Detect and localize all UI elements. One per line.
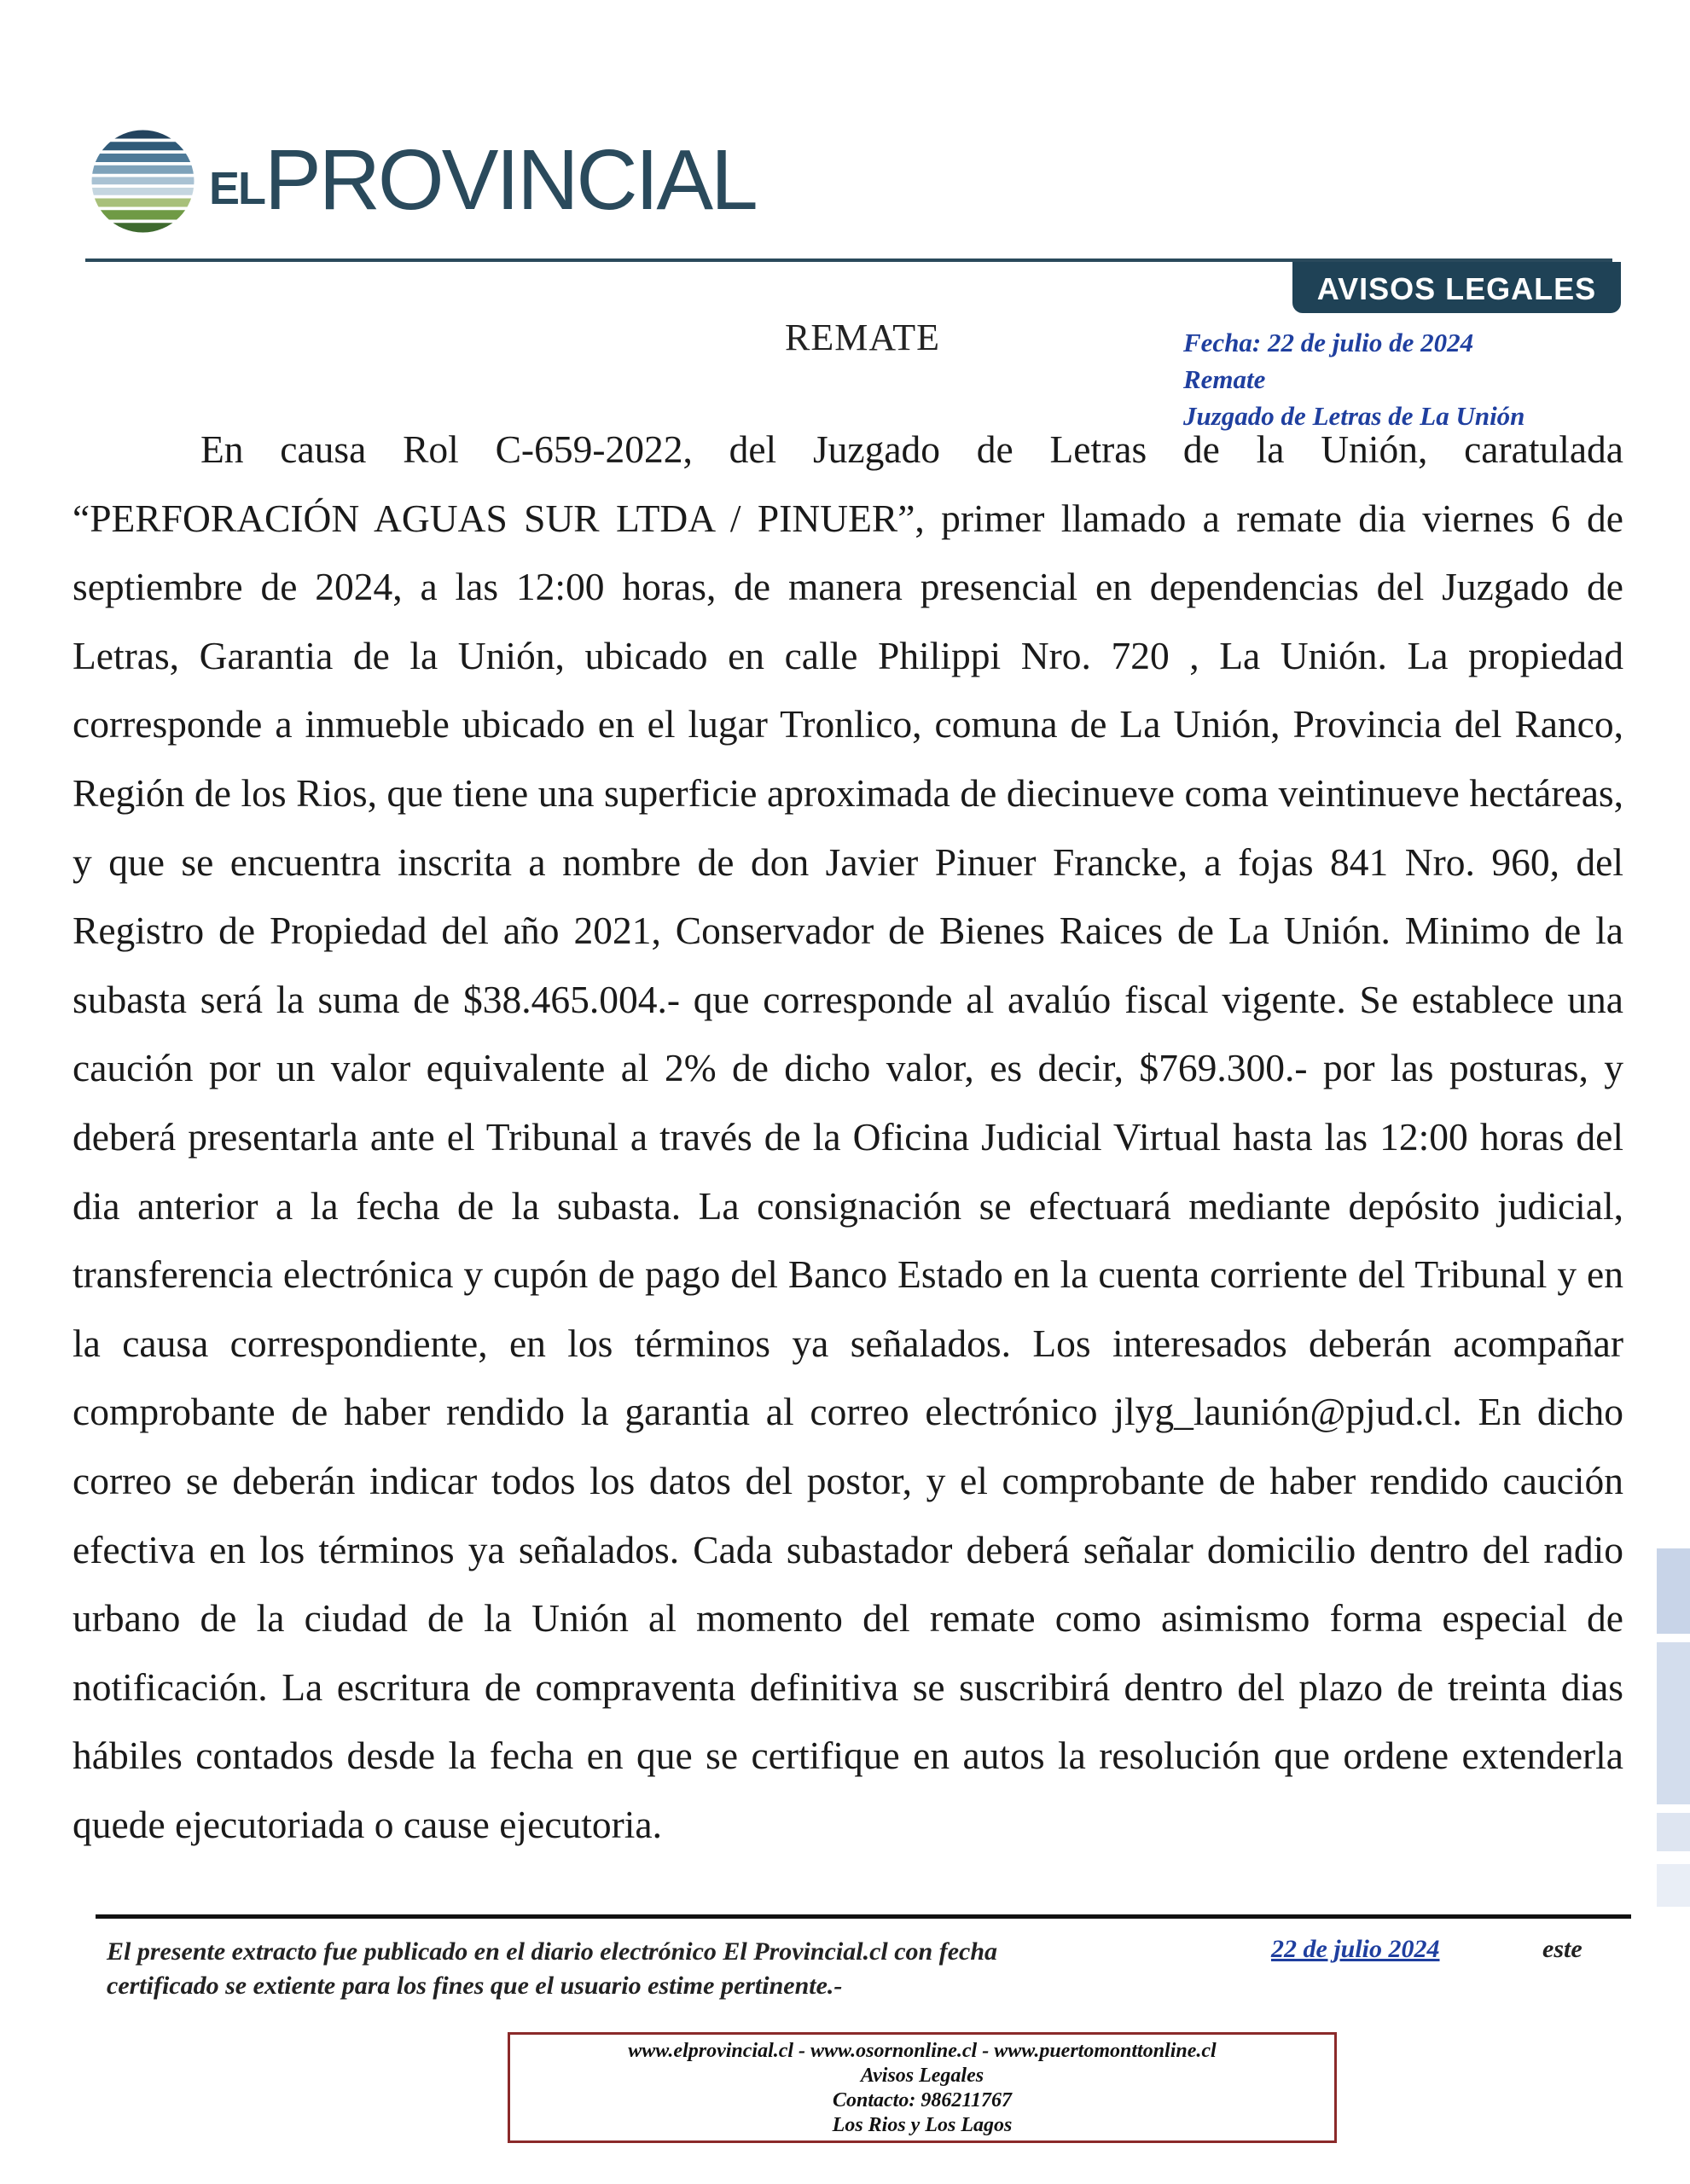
contact-websites[interactable]: www.elprovincial.cl - www.osornonline.cl - www.puertomonttonline.cl: [628, 2040, 1217, 2062]
contact-section: Avisos Legales: [860, 2065, 984, 2087]
globe-logo-icon: [90, 128, 196, 235]
side-decoration: [1657, 1642, 1690, 1804]
meta-juzgado: Juzgado de Letras de La Unión: [1183, 401, 1525, 431]
side-decoration: [1657, 1864, 1690, 1907]
logo-prefix: EL: [209, 163, 265, 214]
logo-name: PROVINCIAL: [264, 132, 756, 228]
avisos-legales-tag: AVISOS LEGALES: [1292, 262, 1621, 313]
publication-note-este: este: [1542, 1935, 1583, 1963]
publication-note-line2: certificado se extiente para los fines que el usuario estime pertinente.-: [107, 1972, 843, 2000]
document-body: En causa Rol C-659-2022, del Juzgado de Letras de la Unión, caratulada “PERFORACIÓN AGUAS SUR LTDA / PINUER”, primer llamado a remate dia viernes 6 de septiembre de 2024, a las 12:00 horas, de manera presencial en dependencias del Juzgado de Letras, Garantia de la Unión, ubicado en calle Philippi Nro. 720 , La Unión. La propiedad corresponde a inmueble ubicado en el lugar Tronlico, comuna de La Unión, Provincia del Ranco, Región de los Rios, que tiene una superficie aproximada de diecinueve coma veintinueve hectáreas, y que se encuentra inscrita a nombre de don Javier Pinuer Francke, a fojas 841 Nro. 960, del Registro de Propiedad del año 2021, Conservador de Bienes Raices de La Unión. Minimo de la subasta será la suma de $38.465.004.- que corresponde al avalúo fiscal vigente. Se establece una caución por un valor equivalente al 2% de dicho valor, es decir, $769.300.- por las posturas, y deberá presentarla ante el Tribunal a través de la Oficina Judicial Virtual hasta las 12:00 horas del dia anterior a la fecha de la subasta. La consignación se efectuará mediante depósito judicial, transferencia electrónica y cupón de pago del Banco Estado en la cuenta corriente del Tribunal y en la causa correspondiente, en los términos ya señalados. Los interesados deberán acompañar comprobante de haber rendido la garantia al correo electrónico jlyg_launión@pjud.cl. En dicho correo se deberán indicar todos los datos del postor, y el comprobante de haber rendido caución efectiva en los términos ya señalados. Cada subastador deberá señalar domicilio dentro del radio urbano de la ciudad de la Unión al momento del remate como asimismo forma especial de notificación. La escritura de compraventa definitiva se suscribirá dentro del plazo de treinta dias hábiles contados desde la fecha en que se certifique en autos la resolución que ordene extenderla quede ejecutoriada o cause ejecutoria.: [73, 427, 1623, 1846]
side-decoration: [1657, 1813, 1690, 1851]
contact-phone: Contacto: 986211767: [832, 2089, 1012, 2111]
contact-box: [508, 2032, 1337, 2143]
publication-note-line1: El presente extracto fue publicado en el diario electrónico El Provincial.cl con fecha: [107, 1937, 998, 1966]
publication-date: 22 de julio 2024: [1271, 1935, 1440, 1963]
meta-fecha: Fecha: 22 de julio de 2024: [1183, 328, 1474, 357]
side-decoration: [1657, 1548, 1690, 1634]
el-provincial-logo[interactable]: [90, 128, 756, 235]
meta-tipo: Remate: [1183, 364, 1266, 394]
contact-region: Los Rios y Los Lagos: [832, 2114, 1013, 2136]
footer-divider: [96, 1914, 1631, 1919]
document-title: REMATE: [785, 317, 940, 358]
logo-wordmark: [209, 131, 756, 229]
